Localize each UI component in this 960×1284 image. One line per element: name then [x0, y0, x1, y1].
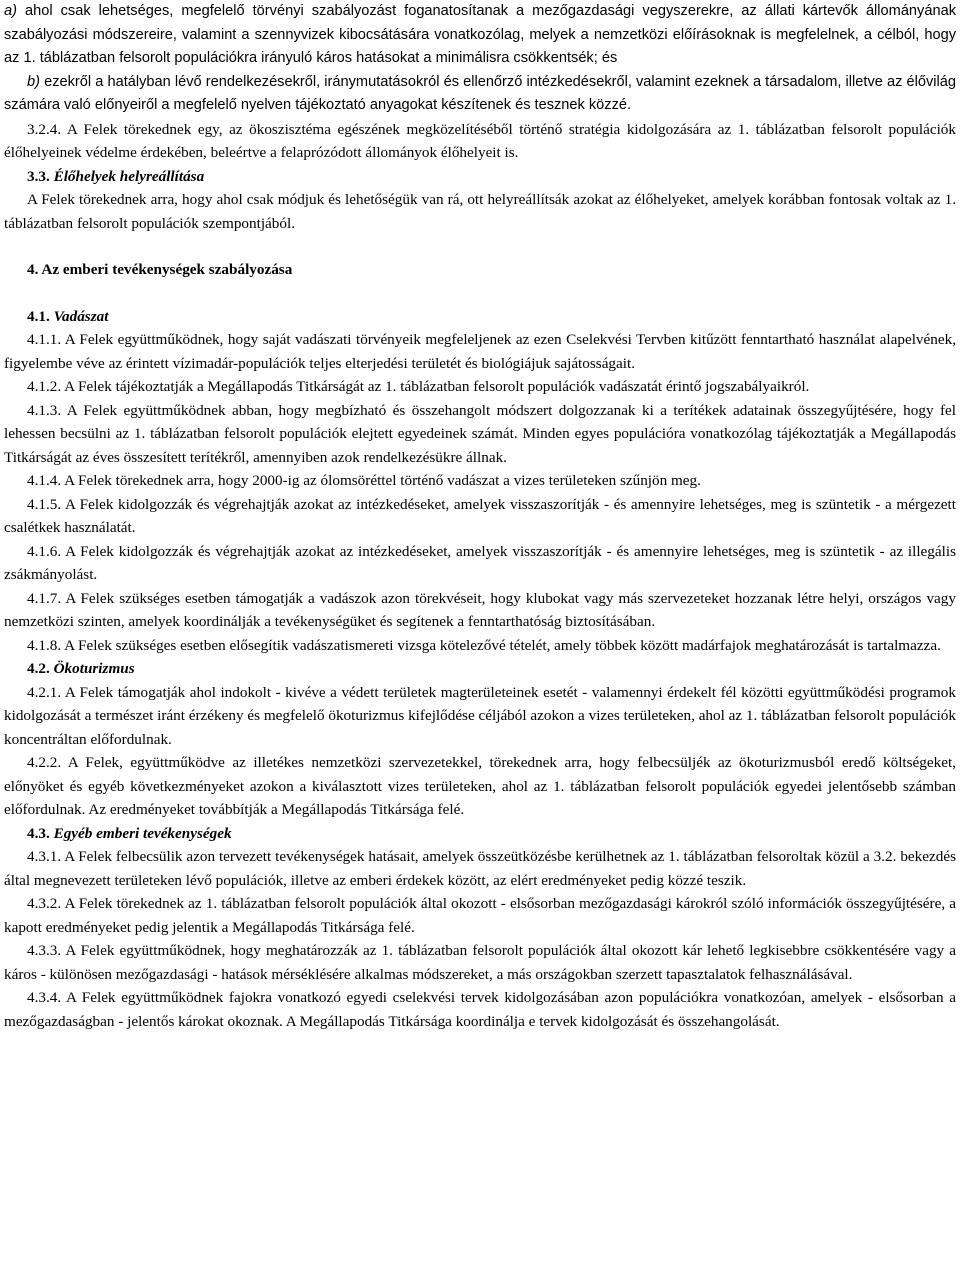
- paragraph-4-3-2: 4.3.2. A Felek törekednek az 1. táblázatban felsorolt populációk által okozott - elsősorban mezőgazdasági károkról szóló információk összegyűjtésére, a kapott eredményeket pedig jelentik a Megállapodás Titkársága felé.: [4, 895, 956, 936]
- paragraph-4-1-3: 4.1.3. A Felek együttműködnek abban, hogy megbízható és összehangolt módszert dolgozzanak ki a terítékek adatainak összegyűjtésére, hogy fel lehessen becsülni az 1. táblázatban felsorolt populációk elejtett egyedeinek számát. Minden egyes populációra vonatkozólag tájékoztatják a Megállapodás Titkárságát az éves összesített terítékről, amennyiben azok rendelkezésükre állnak.: [4, 401, 956, 466]
- section-number-3-3: 3.3.: [27, 167, 50, 185]
- paragraph-4-1-6: 4.1.6. A Felek kidolgozzák és végrehajtják azokat az intézkedéseket, amelyek visszaszorítják - és amennyire lehetséges, meg is szüntetik - az illegális zsákmányolást.: [4, 542, 956, 583]
- paragraph-4-2-2: 4.2.2. A Felek, együttműködve az illetékes nemzetközi szervezetekkel, törekednek arra, hogy felbecsüljék az ökoturizmusból eredő költségeket, előnyöket és egyéb következményeket azokon a kiválasztott vizes területeken, ahol az 1. táblázatban felsorolt populációk egyedei jelentősebb számban előfordulnak. Az eredményeket továbbítják a Megállapodás Titkársága felé.: [4, 754, 956, 818]
- paragraph-4-3-1: 4.3.1. A Felek felbecsülik azon tervezett tevékenységek hatásait, amelyek összeütközésbe kerülhetnek az 1. táblázatban felsoroltak közül a 3.2. bekezdés által megnevezett területeken lévő populációk, illetve az emberi érdekek között, az elért eredményeket pedig közzé teszik.: [4, 848, 956, 889]
- paragraph-4-1-2: 4.1.2. A Felek tájékoztatják a Megállapodás Titkárságát az 1. táblázatban felsorolt populációk vadászatát érintő jogszabályaikról.: [27, 378, 810, 395]
- paragraph-4-1-1: 4.1.1. A Felek együttműködnek, hogy saját vadászati törvényeik megfeleljenek az ezen Cselekvési Tervben kitűzött fenntartható használat alapelvének, figyelembe véve az érintett vízimadár-populációk teljes elterjedési területét és biológiájuk sajátosságait.: [4, 331, 956, 372]
- paragraph-4-1-7: 4.1.7. A Felek szükséges esetben támogatják a vadászok azon törekvéseit, hogy klubokat vagy más szervezeteket hozzanak létre helyi, országos vagy nemzetközi szinten, amelyek koordinálják a tevékenységüket és segítenek a fenntarthatóság biztosításában.: [4, 589, 956, 630]
- list-text-b: ezekről a hatályban lévő rendelkezésekről, iránymutatásokról és ellenőrző intézkedésekről, valamint ezeknek a társadalom, illetve az élővilág számára való előnyeiről a megfelelő nyelven tájékoztató anyagokat készítenek és tesznek közzé.: [4, 73, 956, 113]
- section-heading-4: 4. Az emberi tevékenységek szabályozása: [27, 261, 293, 278]
- list-marker-b: b): [27, 73, 40, 90]
- section-title-4-1: Vadászat: [53, 307, 109, 325]
- paragraph-4-1-4: 4.1.4. A Felek törekednek arra, hogy 2000-ig az ólomsöréttel történő vadászat a vizes területeken szűnjön meg.: [27, 472, 701, 489]
- list-text-a: ahol csak lehetséges, megfelelő törvényi szabályozást foganatosítanak a mezőgazdasági vegyszerekre, az állati kártevők állományának szabályozási módszereire, valamint a szennyvizek kibocsátására vonatkozólag, melyek a nemzetközi előírásoknak is megfelelnek, a célból, hogy az 1. táblázatban felsorolt populációkra irányuló káros hatásokat a minimálisra csökkentsék; és: [4, 3, 956, 66]
- paragraph-3-3: A Felek törekednek arra, hogy ahol csak módjuk és lehetőségük van rá, ott helyreállítsák azokat az élőhelyeket, amelyek korábban fontosak voltak az 1. táblázatban felsorolt populációk szempontjából.: [4, 191, 956, 232]
- section-title-4-2: Ökoturizmus: [53, 660, 135, 677]
- section-heading-3-3: [4, 165, 956, 189]
- paragraph-4-3-3: 4.3.3. A Felek együttműködnek, hogy meghatározzák az 1. táblázatban felsorolt populációk által okozott kár lehető legkisebbre csökkentésére vagy a káros - különösen mezőgazdasági - hatások mérséklésére alkalmas módszereket, a más országokban szerzett tapasztalatok felhasználásával.: [4, 942, 956, 983]
- section-heading-4-2: [4, 657, 956, 681]
- paragraph-3-2-4: 3.2.4. A Felek törekednek egy, az ökoszisztéma egészének megközelítéséből történő stratégia kidolgozására az 1. táblázatban felsorolt populációk élőhelyeinek védelme érdekében, beleértve a felaprózódott állományok élőhelyeit is.: [4, 120, 956, 161]
- section-title-4-3: Egyéb emberi tevékenységek: [53, 824, 232, 842]
- section-number-4-3: 4.3.: [27, 824, 50, 842]
- list-item-b: [4, 71, 956, 118]
- paragraph-4-1-8: 4.1.8. A Felek szükséges esetben elősegítik vadászatismereti vizsga kötelezővé tételét, amely többek között madárfajok meghatározását is tartalmazza.: [27, 636, 941, 654]
- paragraph-4-1-5: 4.1.5. A Felek kidolgozzák és végrehajtják azokat az intézkedéseket, amelyek visszaszorítják - és amennyire lehetséges, meg is szüntetik - a mérgezett csalétkek használatát.: [4, 495, 956, 536]
- list-marker-a: a): [4, 3, 17, 19]
- section-title-3-3: Élőhelyek helyreállítása: [53, 167, 205, 185]
- list-item-a: [4, 0, 956, 71]
- paragraph-4-2-1: 4.2.1. A Felek támogatják ahol indokolt - kivéve a védett területek magterületeinek esetét - valamennyi érdekelt fél közötti együttműködési programok kidolgozását a természet iránt érzékeny és megfelelő ökoturizmus kifejlődése céljából azokon a vizes területeken, ahol az 1. táblázatban felsorolt populációk koncentráltan előfordulnak.: [4, 683, 956, 748]
- section-heading-4-1: [4, 305, 956, 329]
- section-heading-4-3: [4, 822, 956, 846]
- paragraph-4-3-4: 4.3.4. A Felek együttműködnek fajokra vonatkozó egyedi cselekvési tervek kidolgozásában azon populációkra vonatkozóan, amelyek - elsősorban a mezőgazdaságban - jelentős károkat okoznak. A Megállapodás Titkársága koordinálja e tervek kidolgozását és összehangolását.: [4, 989, 956, 1030]
- section-number-4-1: 4.1.: [27, 307, 50, 325]
- section-number-4-2: 4.2.: [27, 660, 50, 677]
